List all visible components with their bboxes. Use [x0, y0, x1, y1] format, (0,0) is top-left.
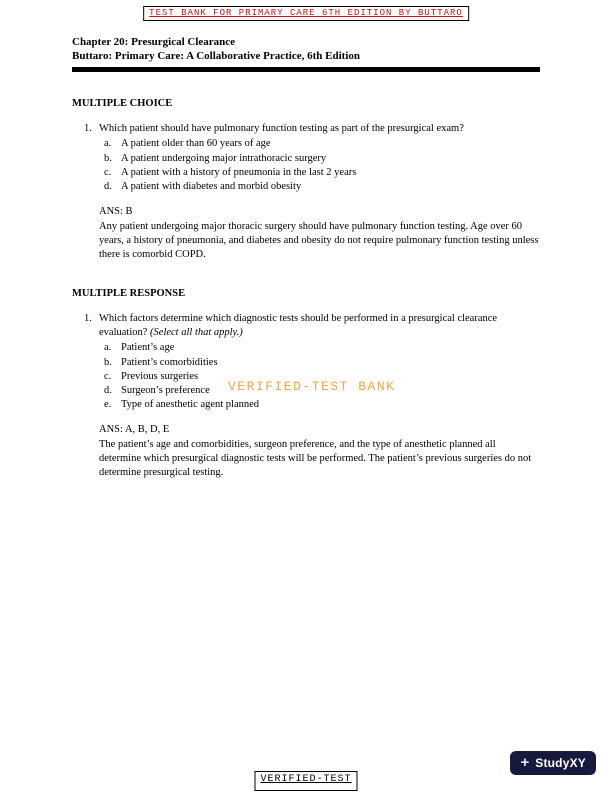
choice-letter: b. [104, 152, 112, 164]
mr-heading: MULTIPLE RESPONSE [72, 287, 186, 299]
choice-text: Patient’s comorbidities [121, 356, 218, 368]
question-text-main: Which factors determine which diagnostic tests should be performed in a presurgical clearance evaluation? [99, 312, 498, 338]
question-row [72, 312, 540, 340]
question-text-italic: (Select all that apply.) [150, 326, 243, 338]
choice-row [104, 152, 540, 166]
choice-letter: e. [104, 399, 112, 411]
logo-text: StudyXY [535, 756, 586, 770]
answer-line: ANS: B [99, 206, 133, 218]
book-title: Buttaro: Primary Care: A Collaborative Practice, 6th Edition [72, 49, 360, 62]
choice-letter: d. [104, 180, 112, 192]
choice-row [104, 137, 540, 151]
choice-row [104, 398, 540, 412]
mc-question-1 [72, 122, 540, 262]
choice-row [104, 341, 540, 355]
rationale-text: The patient’s age and comorbidities, surgeon preference, and the type of anesthetic planned all determine which presurgical diagnostic tests will be performed. The patient’s previous surgeries do not determine presurgical testing. [99, 439, 532, 479]
choice-text: A patient with a history of pneumonia in the last 2 years [121, 166, 357, 178]
choice-row [104, 356, 540, 370]
chapter-title: Chapter 20: Presurgical Clearance [72, 36, 236, 48]
choice-letter: c. [104, 166, 112, 178]
question-text [99, 312, 540, 340]
choice-text: Previous surgeries [121, 370, 199, 382]
mc-heading: MULTIPLE CHOICE [72, 97, 173, 109]
rationale-text: Any patient undergoing major thoracic surgery should have pulmonary function testing. Age over 60 years, a history of pneumonia, and diabetes and obesity do not require pulmonary function testing unless there is comorbid COPD. [99, 220, 539, 260]
question-number: 1. [84, 312, 92, 324]
choice-row [104, 384, 540, 398]
section-divider [72, 67, 540, 72]
studyxy-logo [510, 751, 596, 775]
choice-text: Type of anesthetic agent planned [121, 399, 260, 411]
choice-letter: a. [104, 342, 112, 354]
mr-question-1 [72, 312, 540, 480]
choice-text: Surgeon’s preference [121, 385, 210, 396]
verified-watermark: VERIFIED-TEST BANK [228, 379, 396, 394]
choice-text: A patient undergoing major intrathoracic surgery [121, 152, 327, 164]
question-text: Which patient should have pulmonary function testing as part of the presurgical exam? [99, 122, 464, 134]
choice-letter: b. [104, 356, 112, 368]
page-content [72, 36, 540, 480]
choice-letter: d. [104, 385, 112, 396]
footer-banner-link[interactable]: VERIFIED-TEST [254, 771, 357, 791]
answer-line: ANS: A, B, D, E [99, 424, 170, 436]
question-number: 1. [84, 122, 92, 134]
choice-list [104, 137, 540, 194]
choice-letter: a. [104, 138, 112, 150]
choice-text: A patient with diabetes and morbid obesity [121, 180, 302, 192]
top-banner-link[interactable]: TEST BANK FOR PRIMARY CARE 6TH EDITION BY BUTTARO [143, 6, 469, 21]
plus-icon: + [520, 754, 530, 771]
choice-row [104, 370, 540, 384]
choice-list [104, 341, 540, 412]
choice-row [104, 180, 540, 194]
choice-text: A patient older than 60 years of age [121, 138, 271, 150]
choice-letter: c. [104, 370, 112, 382]
choice-text: Patient’s age [121, 342, 175, 354]
question-row [72, 122, 540, 136]
choice-row [104, 166, 540, 180]
